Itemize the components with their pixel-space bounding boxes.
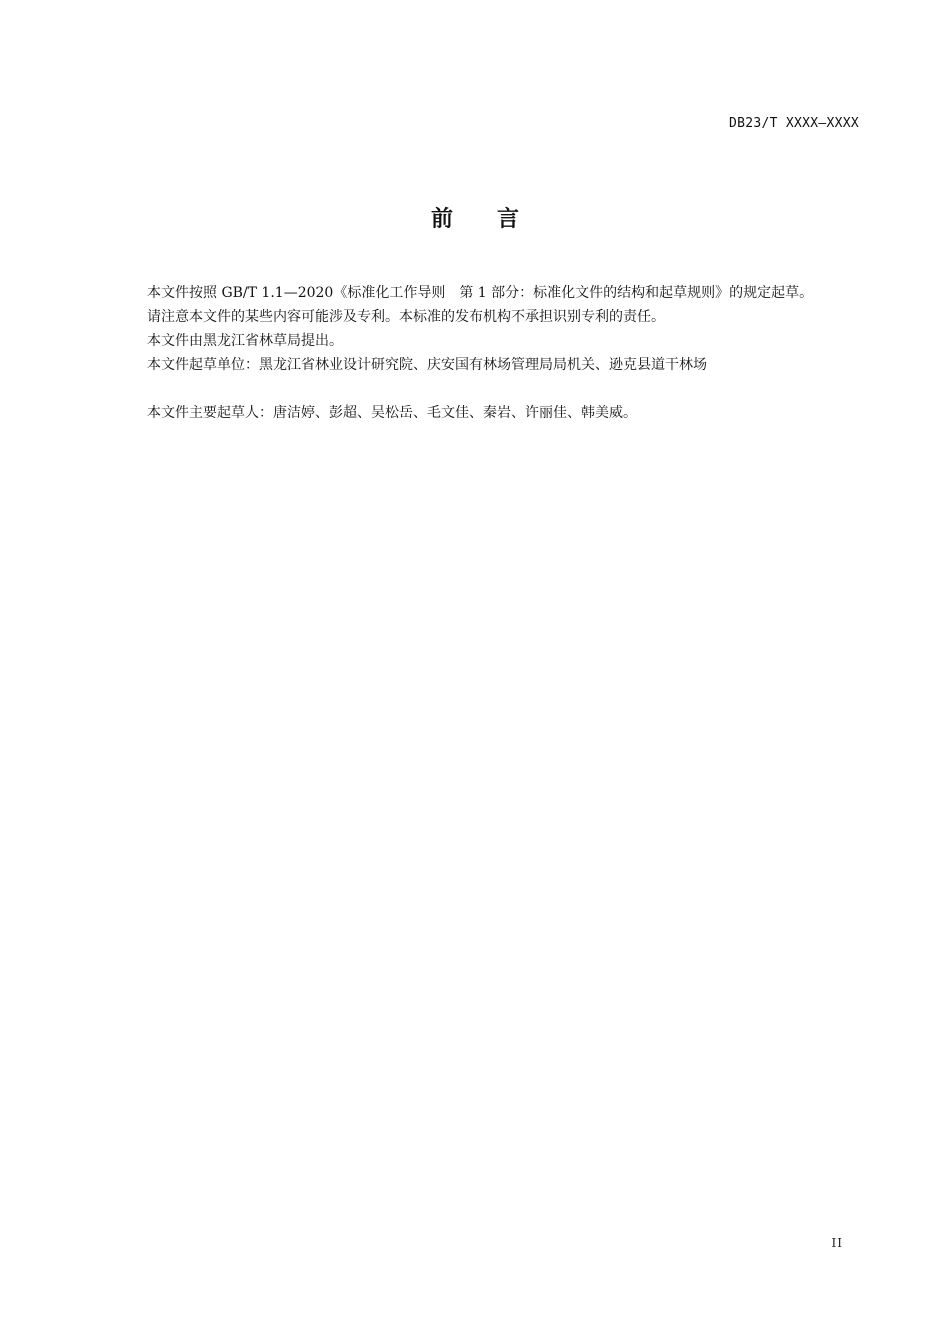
paragraph-drafting-basis: 本文件按照 GB/T 1.1—2020《标准化工作导则 第 1 部分：标准化文件的结构和起草规则》的规定起草。 xyxy=(147,285,814,301)
paragraph-proposer: 本文件由黑龙江省林草局提出。 xyxy=(147,333,343,349)
foreword-body xyxy=(114,281,861,425)
paragraph-drafting-units: 本文件起草单位：黑龙江省林业设计研究院、庆安国有林场管理局局机关、逊克县道干林场 xyxy=(147,357,707,373)
paragraph-patent-notice: 请注意本文件的某些内容可能涉及专利。本标准的发布机构不承担识别专利的责任。 xyxy=(147,309,665,325)
page-title: 前言 xyxy=(430,207,563,232)
paragraph-drafters: 本文件主要起草人：唐洁婷、彭超、吴松岳、毛文佳、秦岩、许丽佳、韩美威。 xyxy=(147,405,637,421)
document-code: DB23/T XXXX—XXXX xyxy=(728,116,859,131)
page-number: II xyxy=(831,1236,843,1250)
